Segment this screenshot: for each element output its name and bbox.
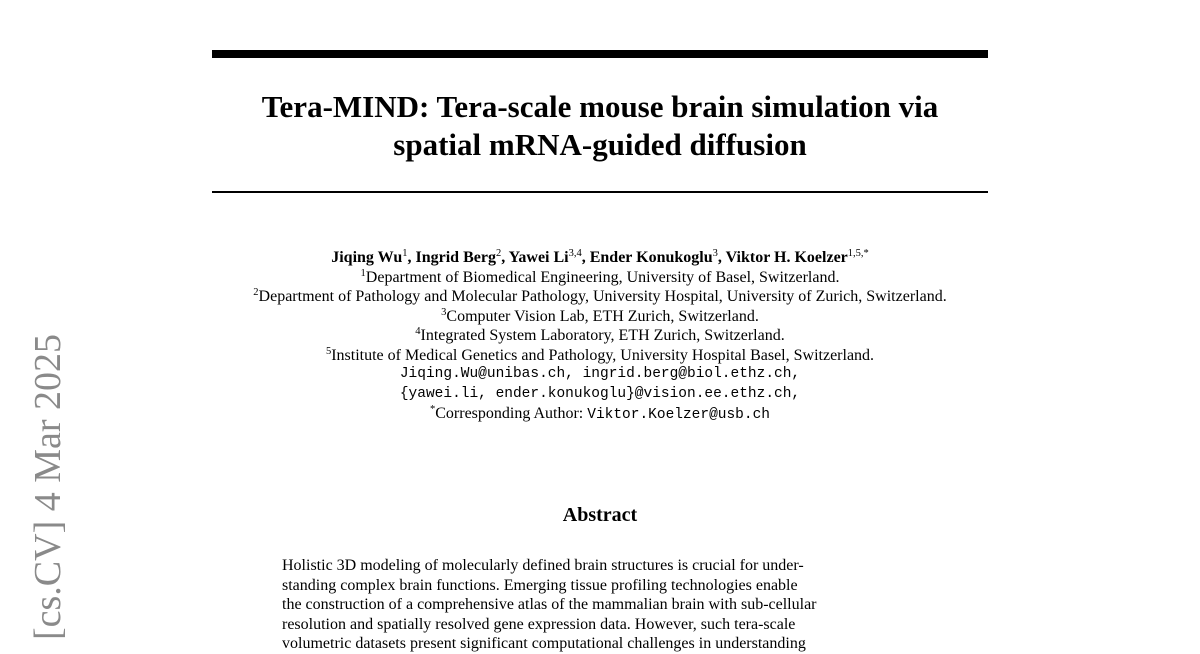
paper-title [212, 88, 988, 164]
author-name: Viktor H. Koelzer [725, 249, 848, 266]
affiliation-number: 4 [415, 326, 421, 337]
corresponding-email: Viktor.Koelzer@usb.ch [587, 407, 770, 423]
affiliation [150, 346, 1050, 366]
author-separator: , [717, 249, 726, 266]
affiliation-text: Institute of Medical Genetics and Pathology, University Hospital Basel, Switzerland. [331, 346, 875, 364]
title-bottom-rule [212, 191, 988, 193]
corresponding-author [150, 404, 1050, 426]
abstract-line: standing complex brain functions. Emerging tissue profiling technologies enable [282, 576, 798, 594]
abstract-line: volumetric datasets present significant computational challenges in understanding [282, 635, 806, 652]
author-name: Ingrid Berg [415, 249, 496, 266]
author-affiliation-mark: 1 [402, 248, 408, 259]
affiliation-text: Department of Biomedical Engineering, University of Basel, Switzerland. [365, 268, 840, 286]
author-list [150, 248, 1050, 268]
email-line: {yawei.li, ender.konukoglu}@vision.ee.ethz.ch, [399, 385, 801, 402]
title-line: spatial mRNA-guided diffusion [393, 127, 807, 162]
affiliation-number: 3 [441, 306, 447, 318]
author-affiliation-mark: 3 [712, 248, 718, 259]
author-affiliation-mark: 3,4 [568, 248, 582, 259]
email-line: Jiqing.Wu@unibas.ch, ingrid.berg@biol.ethz.ch, [399, 366, 801, 382]
abstract-line: Holistic 3D modeling of molecularly defined brain structures is crucial for under- [282, 557, 804, 574]
author-affiliation-mark: 2 [495, 248, 502, 259]
affiliation [150, 307, 1050, 327]
author-separator: , [581, 249, 590, 266]
affiliation-number: 5 [325, 345, 332, 357]
author-affiliation-mark: 1,5,* [847, 248, 869, 259]
affiliation-number: 1 [360, 267, 366, 279]
abstract-body [282, 556, 922, 654]
title-top-rule [212, 50, 988, 58]
affiliation [150, 326, 1050, 346]
affiliation-text: Department of Pathology and Molecular Pathology, University Hospital, University of Zurich, Switzerland. [258, 288, 947, 305]
author-name: Ender Konukoglu [589, 249, 713, 266]
abstract-line: resolution and spatially resolved gene expression data. However, such tera-scale [282, 615, 796, 633]
affiliation [150, 268, 1050, 288]
author-name: Jiqing Wu [331, 249, 403, 266]
affiliation-text: Computer Vision Lab, ETH Zurich, Switzerland. [446, 307, 759, 325]
abstract-heading: Abstract [562, 504, 638, 526]
author-separator: , [407, 249, 416, 266]
corresponding-mark: * [430, 404, 436, 415]
front-matter [150, 248, 1050, 426]
affiliation-text: Integrated System Laboratory, ETH Zurich, Switzerland. [420, 327, 785, 344]
arxiv-identifier-stamp: [cs.CV] 4 Mar 2025 [27, 333, 69, 640]
corresponding-label: Corresponding Author: [435, 405, 588, 422]
affiliation [150, 287, 1050, 307]
abstract-line: the construction of a comprehensive atlas of the mammalian brain with sub-cellular [282, 596, 817, 613]
title-line: Tera-MIND: Tera-scale mouse brain simulation via [261, 89, 939, 124]
affiliation-number: 2 [253, 287, 259, 298]
author-separator: , [501, 249, 509, 266]
author-name: Yawei Li [508, 249, 569, 266]
